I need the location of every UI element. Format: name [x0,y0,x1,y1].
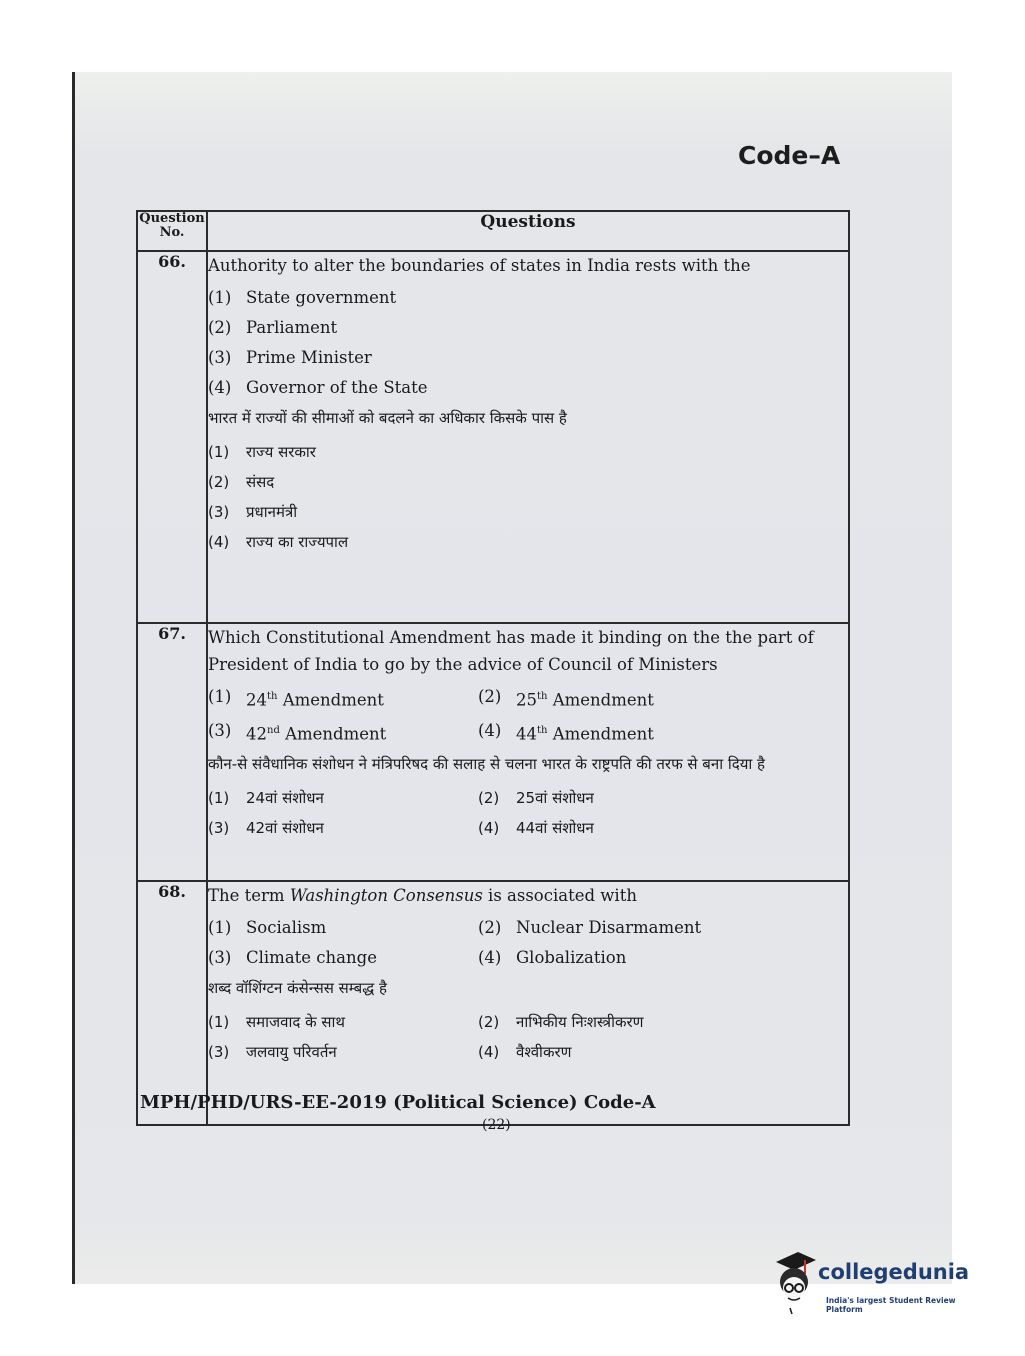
logo-tagline: India's largest Student Review Platform [826,1296,956,1314]
question-table [136,210,850,1126]
option-pair: (1) 24th Amendment (2) 25th Amendment [208,687,654,710]
option-pair: (1) Socialism (2) Nuclear Disarmament [208,918,702,937]
option-pair: (3) 42वां संशोधन (4) 44वां संशोधन [208,819,594,837]
question-stem-hi: कौन-से संवैधानिक संशोधन ने मंत्रिपरिषद की सलाह से चलना भारत के राष्ट्रपति की तरफ से बना दिया है [208,755,766,773]
question-number: 67. [137,623,207,881]
option: (3) Prime Minister [208,348,372,367]
scan-edge [72,72,75,1284]
option: (1) राज्य सरकार [208,443,316,461]
question-stem-hi: भारत में राज्यों की सीमाओं को बदलने का अधिकार किसके पास है [208,409,567,427]
question-number: 68. [137,881,207,1125]
option: (1) State government [208,288,397,307]
option: (2) संसद [208,473,275,491]
logo-wordmark: collegedunia [818,1260,970,1284]
mascot-icon [770,1248,818,1318]
question-no-header: Question No. [137,211,207,251]
page-number: (22) [482,1117,511,1133]
collegedunia-logo[interactable] [770,1248,990,1318]
paper-code: Code–A [738,141,841,170]
question-body [207,623,849,881]
question-row-66 [137,251,849,623]
option-pair: (3) Climate change (4) Globalization [208,948,627,967]
option: (3) प्रधानमंत्री [208,503,298,521]
option-pair: (3) 42nd Amendment (4) 44th Amendment [208,720,654,743]
option: (2) Parliament [208,318,338,337]
question-number: 66. [137,251,207,623]
option-pair: (1) समाजवाद के साथ (2) नाभिकीय निःशस्त्रीकरण [208,1013,644,1031]
question-stem-en: Authority to alter the boundaries of states in India rests with the [208,256,751,275]
option-pair: (1) 24वां संशोधन (2) 25वां संशोधन [208,789,594,807]
question-body [207,251,849,623]
question-stem-en: Which Constitutional Amendment has made it binding on the the part of President of India to go by the advice of Council of Ministers [208,628,814,674]
question-row-67 [137,623,849,881]
paper-footer-title: MPH/PHD/URS-EE-2019 (Political Science) Code-A [140,1092,656,1113]
option: (4) राज्य का राज्यपाल [208,533,349,551]
question-body [207,881,849,1125]
question-row-68 [137,881,849,1125]
option-pair: (3) जलवायु परिवर्तन (4) वैश्वीकरण [208,1043,572,1061]
question-stem-en: The term Washington Consensus is associated with [208,886,637,905]
table-header-row [137,211,849,251]
questions-header: Questions [207,211,849,251]
option: (4) Governor of the State [208,378,428,397]
question-stem-hi: शब्द वॉशिंग्टन कंसेन्सस सम्बद्ध है [208,979,387,997]
